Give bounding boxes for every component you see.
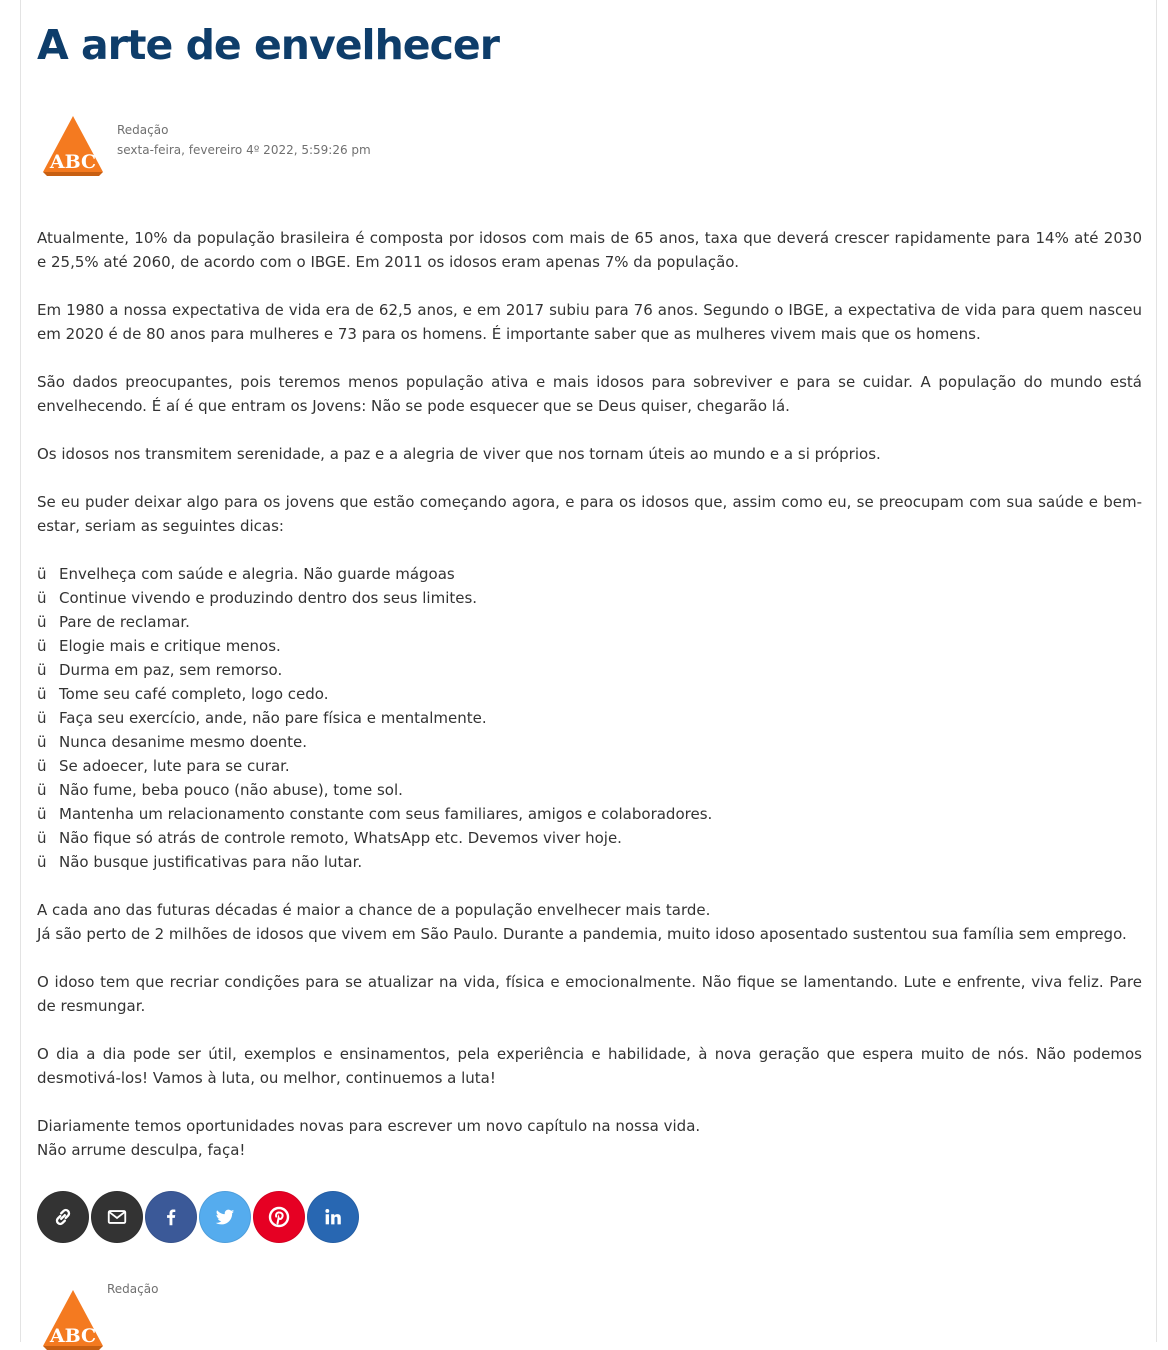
paragraph-statistics: Atualmente, 10% da população brasileira é composta por idosos com mais de 65 anos, taxa que deverá crescer rapidamente para 14% até 2030 e 25,5% até 2060, de acordo com o IBGE. Em 2011 os idosos eram apenas 7% da população. [37, 229, 1142, 271]
paragraph-decades-line1: A cada ano das futuras décadas é maior a chance de a população envelhecer mais tarde. [37, 901, 711, 919]
paragraph-decades [37, 898, 1142, 946]
tip-text: Não busque justificativas para não lutar. [59, 853, 363, 871]
list-item [37, 610, 1142, 634]
tip-text: Tome seu café completo, logo cedo. [59, 685, 329, 703]
mail-icon [106, 1206, 128, 1228]
article-title: A arte de envelhecer [37, 21, 499, 69]
author-avatar[interactable] [41, 112, 105, 176]
paragraph-concerning-data: São dados preocupantes, pois teremos menos população ativa e mais idosos para sobreviver e para se cuidar. A população do mundo está envelhecendo. É aí é que entram os Jovens: Não se pode esquecer que se Deus quiser, chegarão lá. [37, 373, 1142, 415]
list-item [37, 586, 1142, 610]
author-box-avatar[interactable] [41, 1286, 105, 1350]
list-item [37, 730, 1142, 754]
tip-text: Mantenha um relacionamento constante com seus familiares, amigos e colaboradores. [59, 805, 713, 823]
list-item [37, 682, 1142, 706]
list-item [37, 658, 1142, 682]
check-mark-icon: ü [37, 733, 47, 751]
pinterest-icon [267, 1205, 291, 1229]
check-mark-icon: ü [37, 853, 47, 871]
list-item [37, 802, 1142, 826]
paragraph-recreate: O idoso tem que recriar condições para se atualizar na vida, física e emocionalmente. Não fique se lamentando. Lute e enfrente, viva feliz. Pare de resmungar. [37, 973, 1142, 1015]
check-mark-icon: ü [37, 637, 47, 655]
check-mark-icon: ü [37, 805, 47, 823]
closing-line2: Não arrume desculpa, faça! [37, 1141, 246, 1159]
list-item [37, 706, 1142, 730]
pinterest-share-button[interactable] [253, 1191, 305, 1243]
twitter-share-button[interactable] [199, 1191, 251, 1243]
avatar-text: ABC [49, 151, 97, 173]
tip-text: Durma em paz, sem remorso. [59, 661, 283, 679]
list-item [37, 778, 1142, 802]
tip-text: Nunca desanime mesmo doente. [59, 733, 308, 751]
link-icon [52, 1206, 74, 1228]
list-item [37, 634, 1142, 658]
closing-line1: Diariamente temos oportunidades novas para escrever um novo capítulo na nossa vida. [37, 1117, 701, 1135]
check-mark-icon: ü [37, 613, 47, 631]
post-date: sexta-feira, fevereiro 4º 2022, 5:59:26 pm [117, 143, 371, 157]
paragraph-closing [37, 1114, 1142, 1162]
tip-text: Pare de reclamar. [59, 613, 190, 631]
linkedin-icon [322, 1206, 344, 1228]
share-buttons [37, 1191, 361, 1243]
twitter-icon [214, 1206, 236, 1228]
paragraph-tips-intro: Se eu puder deixar algo para os jovens que estão começando agora, e para os idosos que, assim como eu, se preocupam com sua saúde e bem-estar, seriam as seguintes dicas: [37, 493, 1142, 535]
tip-text: Se adoecer, lute para se curar. [59, 757, 290, 775]
tip-text: Elogie mais e critique menos. [59, 637, 281, 655]
email-share-button[interactable] [91, 1191, 143, 1243]
paragraph-decades-line2: Já são perto de 2 milhões de idosos que vivem em São Paulo. Durante a pandemia, muito idoso aposentado sustentou sua família sem emprego. [37, 925, 1127, 943]
article-body [37, 226, 1142, 1186]
facebook-share-button[interactable] [145, 1191, 197, 1243]
tip-text: Envelheça com saúde e alegria. Não guarde mágoas [59, 565, 455, 583]
author-name[interactable]: Redação [117, 123, 169, 137]
check-mark-icon: ü [37, 565, 47, 583]
check-mark-icon: ü [37, 709, 47, 727]
check-mark-icon: ü [37, 685, 47, 703]
list-item [37, 754, 1142, 778]
author-box-name[interactable]: Redação [107, 1282, 159, 1296]
tips-list [37, 562, 1142, 874]
paragraph-daily: O dia a dia pode ser útil, exemplos e ensinamentos, pela experiência e habilidade, à nova geração que espera muito de nós. Não podemos desmotivá-los! Vamos à luta, ou melhor, continuemos a luta! [37, 1045, 1142, 1087]
check-mark-icon: ü [37, 589, 47, 607]
check-mark-icon: ü [37, 829, 47, 847]
tip-text: Faça seu exercício, ande, não pare física e mentalmente. [59, 709, 487, 727]
tip-text: Não fume, beba pouco (não abuse), tome sol. [59, 781, 403, 799]
check-mark-icon: ü [37, 757, 47, 775]
paragraph-life-expectancy: Em 1980 a nossa expectativa de vida era de 62,5 anos, e em 2017 subiu para 76 anos. Segundo o IBGE, a expectativa de vida para quem nasceu em 2020 é de 80 anos para mulheres e 73 para os homens. É importante saber que as mulheres vivem mais que os homens. [37, 301, 1142, 343]
tip-text: Não fique só atrás de controle remoto, WhatsApp etc. Devemos viver hoje. [59, 829, 622, 847]
facebook-icon [160, 1206, 182, 1228]
check-mark-icon: ü [37, 781, 47, 799]
tip-text: Continue vivendo e produzindo dentro dos seus limites. [59, 589, 478, 607]
paragraph-serenity: Os idosos nos transmitem serenidade, a paz e a alegria de viver que nos tornam úteis ao mundo e a si próprios. [37, 445, 881, 463]
check-mark-icon: ü [37, 661, 47, 679]
list-item [37, 826, 1142, 850]
avatar-text: ABC [49, 1325, 97, 1347]
list-item [37, 850, 1142, 874]
author-box [37, 1276, 437, 1346]
linkedin-share-button[interactable] [307, 1191, 359, 1243]
copy-link-button[interactable] [37, 1191, 89, 1243]
author-meta [37, 110, 437, 180]
list-item [37, 562, 1142, 586]
